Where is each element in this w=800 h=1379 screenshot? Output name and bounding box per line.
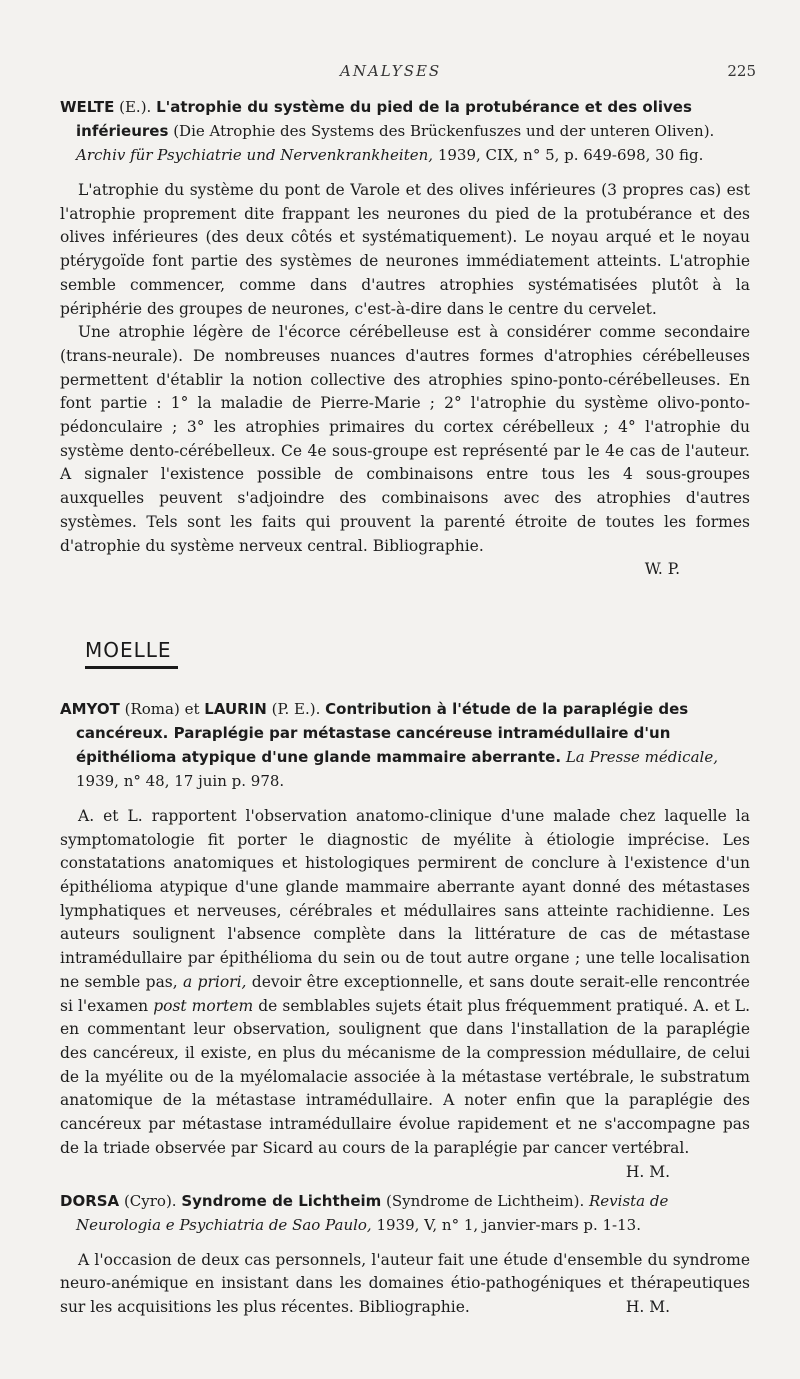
abstract-paragraph: A l'occasion de deux cas personnels, l'auteur fait une étude d'ensemble du syndrome neuro-anémique en insistant dans les domaines étio-pathogéniques et thérapeutiques sur les acquisitions les plus récentes. Bibliographie. H. M.	[60, 1249, 750, 1320]
citation: 1939, V, n° 1, janvier-mars p. 1-13.	[371, 1215, 641, 1234]
article-subtitle: (Syndrome de Lichtheim).	[381, 1191, 590, 1210]
abstract-paragraph: L'atrophie du système du pont de Varole et des olives inférieures (3 propres cas) est l'atrophie proprement dite frappant les neurones du pied de la protubérance et des olives inférieures (des deux côtés et systématiquement). Le noyau arqué et le noyau ptérygoïde font partie des systèmes de neurones immédiatement atteints. L'atrophie semble commencer, comme dans d'autres atrophies systématisées plutôt à la périphérie des groupes de neurones, c'est-à-dire dans le centre du cervelet.	[60, 181, 750, 318]
section-heading: MOELLE	[85, 637, 172, 662]
article-title: Contribution à l'étude de la paraplégie des cancéreux. Paraplégie par métastase cancéreuse intramédullaire d'un épithélioma atypique d'une glande mammaire aberrante.	[76, 699, 689, 766]
abstract-paragraph: Une atrophie légère de l'écorce cérébelleuse est à considérer comme secondaire (trans-neurale). De nombreuses nuances d'autres formes d'atrophies cérébelleuses permettent d'établir la notion collective des atrophies spino-ponto-cérébelleuses. En font partie : 1° la maladie de Pierre-Marie ; 2° l'atrophie du système olivo-ponto-pédonculaire ; 3° les atrophies primaires du cortex cérébelleux ; 4° l'atrophie du système dento-cérébelleux. Ce 4e sous-groupe est représenté par le 4e cas de l'auteur. A signaler l'existence possible de combinaisons entre tous les 4 sous-groupes auxquelles peuvent s'adjoindre des combinaisons avec des atrophies d'autres systèmes. Tels sont les faits qui prouvent la parenté étroite de toutes les formes d'atrophie du système nerveux central. Bibliographie.	[60, 323, 750, 555]
article-reference: WELTE (E.). L'atrophie du système du pied de la protubérance et des olives inférieures (Die Atrophie des Systems des Brückenfuszes und der unteren Oliven). Archiv für Psychiatrie und Nervenkrankheiten, 1939, CIX, n° 5, p. 649-698, 30 fig.	[60, 98, 715, 164]
author-name: AMYOT	[60, 699, 120, 718]
journal-name: Archiv für Psychiatrie und Nervenkrankheiten,	[76, 146, 434, 164]
running-header	[0, 62, 800, 84]
author-name: LAURIN	[204, 699, 267, 718]
author-name: WELTE	[60, 98, 115, 116]
article-reference: AMYOT (Roma) et LAURIN (P. E.). Contribution à l'étude de la paraplégie des cancéreux. Paraplégie par métastase cancéreuse intramédullaire d'un épithélioma atypique d'une glande mammaire aberrante. La Presse médicale, 1939, n° 48, 17 juin p. 978.	[60, 699, 718, 790]
page-content	[60, 95, 750, 1320]
article-title: Syndrome de Lichtheim	[181, 1191, 382, 1210]
citation: 1939, CIX, n° 5, p. 649-698, 30 fig.	[433, 146, 704, 164]
author-name: DORSA	[60, 1191, 120, 1210]
reviewer-signature: H. M.	[625, 1297, 670, 1316]
article-reference: DORSA (Cyro). Syndrome de Lichtheim (Syndrome de Lichtheim). Revista de Neurologia e Psychiatria de Sao Paulo, 1939, V, n° 1, janvier-mars p. 1-13.	[60, 1191, 669, 1234]
article-welte	[60, 95, 750, 582]
abstract-paragraph: A. et L. rapportent l'observation anatomo-clinique d'une malade chez laquelle la symptomatologie fit porter le diagnostic de myélite à étiologie imprécise. Les constatations anatomiques et histologiques permirent de conclure à l'existence d'un épithélioma atypique d'une glande mammaire aberrante ayant donné des métastases lymphatiques et nerveuses, cérébrales et médullaires sans atteinte rachidienne. Les auteurs soulignent l'absence complète dans la littérature de cas de métastase intramédullaire par épithélioma du sein ou de tout autre organe ; une telle localisation ne semble pas, a priori, devoir être exceptionnelle, et sans doute serait-elle rencontrée si l'examen post mortem de semblables sujets était plus fréquemment pratiqué. A. et L. en commentant leur observation, soulignent que dans l'installation de la paraplégie des cancéreux, il existe, en plus du mécanisme de la compression médullaire, de celui de la myélite ou de la myélomalacie associée à la métastase vertébrale, le substratum anatomique de la métastase intramédullaire. A noter enfin que la paraplégie des cancéreux par métastase intramédullaire évolue rapidement et ne s'accompagne pas de la triade observée par Sicard au cours de la paraplégie par cancer vertébral. H. M.	[60, 805, 750, 1161]
article-amyot-laurin	[60, 697, 750, 1181]
article-subtitle: (Die Atrophie des Systems des Brückenfuszes und der unteren Oliven).	[168, 122, 715, 140]
article-dorsa	[60, 1189, 750, 1320]
journal-name: La Presse médicale,	[565, 747, 718, 766]
journal-name: Revista de Neurologia e Psychiatria de Sao Paulo,	[76, 1191, 669, 1234]
reviewer-signature: W. P.	[644, 560, 680, 579]
reviewer-signature: H. M.	[625, 1162, 670, 1181]
citation: 1939, n° 48, 17 juin p. 978.	[76, 771, 285, 790]
running-title: ANALYSES	[340, 62, 442, 80]
page-number: 225	[727, 62, 756, 80]
article-title: L'atrophie du système du pied de la protubérance et des olives inférieures	[76, 98, 692, 140]
